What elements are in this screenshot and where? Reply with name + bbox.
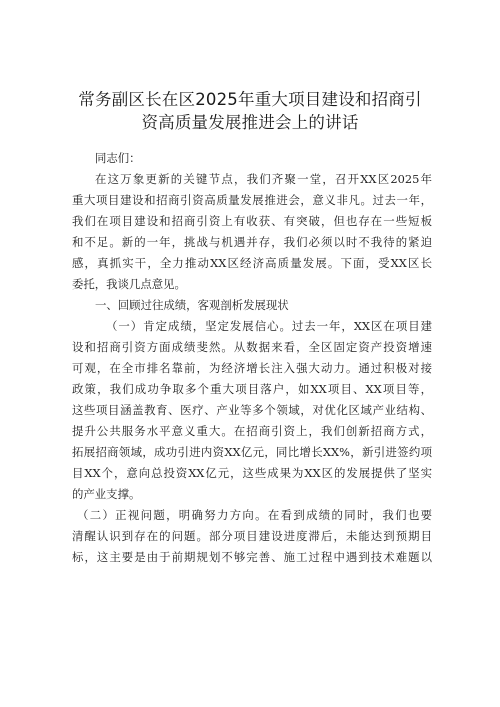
- intro-line-6: 委托，我谈几点意见。: [72, 277, 186, 291]
- intro-line-2: 重大项目建设和招商引资高质量发展推进会，意义非凡。过去一年，: [72, 193, 432, 207]
- sub2-line-1: （二）正视问题，明确努力方向。在看到成绩的同时，我们也要: [77, 508, 432, 522]
- sub1-line-5: 这些项目涵盖教育、医疗、产业等多个领域，对优化区域产业结构、: [72, 403, 432, 417]
- sub1-line-8: 目XX个，意向总投资XX亿元，这些成果为XX区的发展提供了坚实: [72, 466, 432, 480]
- section1-heading: 一、回顾过往成绩，客观剖析发展现状: [95, 298, 289, 312]
- intro-line-5: 感，真抓实干，全力推动XX区经济高质量发展。下面，受XX区长: [72, 256, 432, 270]
- sub1-line-9: 的产业支撑。: [72, 487, 141, 501]
- intro-line-3: 我们在项目建设和招商引资上有收获、有突破，但也存在一些短板: [72, 214, 432, 228]
- sub2-line-2: 清醒认识到存在的问题。部分项目建设进度滞后，未能达到预期目: [72, 529, 432, 543]
- sub2-line-3: 标，这主要是由于前期规划不够完善、施工过程中遇到技术难题以: [72, 550, 432, 564]
- speech-title: [70, 88, 430, 134]
- sub1-line-4: 政策，我们成功争取多个重大项目落户，如XX项目、XX项目等，: [72, 382, 432, 396]
- intro-line-4: 和不足。新的一年，挑战与机遇并存，我们必须以时不我待的紧迫: [72, 235, 432, 249]
- sub1-line-7: 拓展招商领域，成功引进内资XX亿元，同比增长XX%，新引进签约项: [72, 445, 432, 459]
- title-line-1: 常务副区长在区2025年重大项目建设和招商引: [78, 90, 422, 109]
- sub1-line-3: 可观，在全市排名靠前，为经济增长注入强大动力。通过积极对接: [72, 361, 432, 375]
- speech-body: [72, 148, 432, 568]
- sub1-line-6: 提升公共服务水平意义重大。在招商引资上，我们创新招商方式，: [72, 424, 432, 438]
- intro-line-1: 在这万象更新的关键节点，我们齐聚一堂，召开XX区2025年: [95, 172, 432, 186]
- sub1-line-1: （一）肯定成绩，坚定发展信心。过去一年，XX区在项目建: [106, 319, 432, 333]
- title-line-2: 资高质量发展推进会上的讲话: [141, 113, 359, 132]
- sub1-line-2: 设和招商引资方面成绩斐然。从数据来看，全区固定资产投资增速: [72, 340, 432, 354]
- salutation: 同志们：: [95, 151, 141, 165]
